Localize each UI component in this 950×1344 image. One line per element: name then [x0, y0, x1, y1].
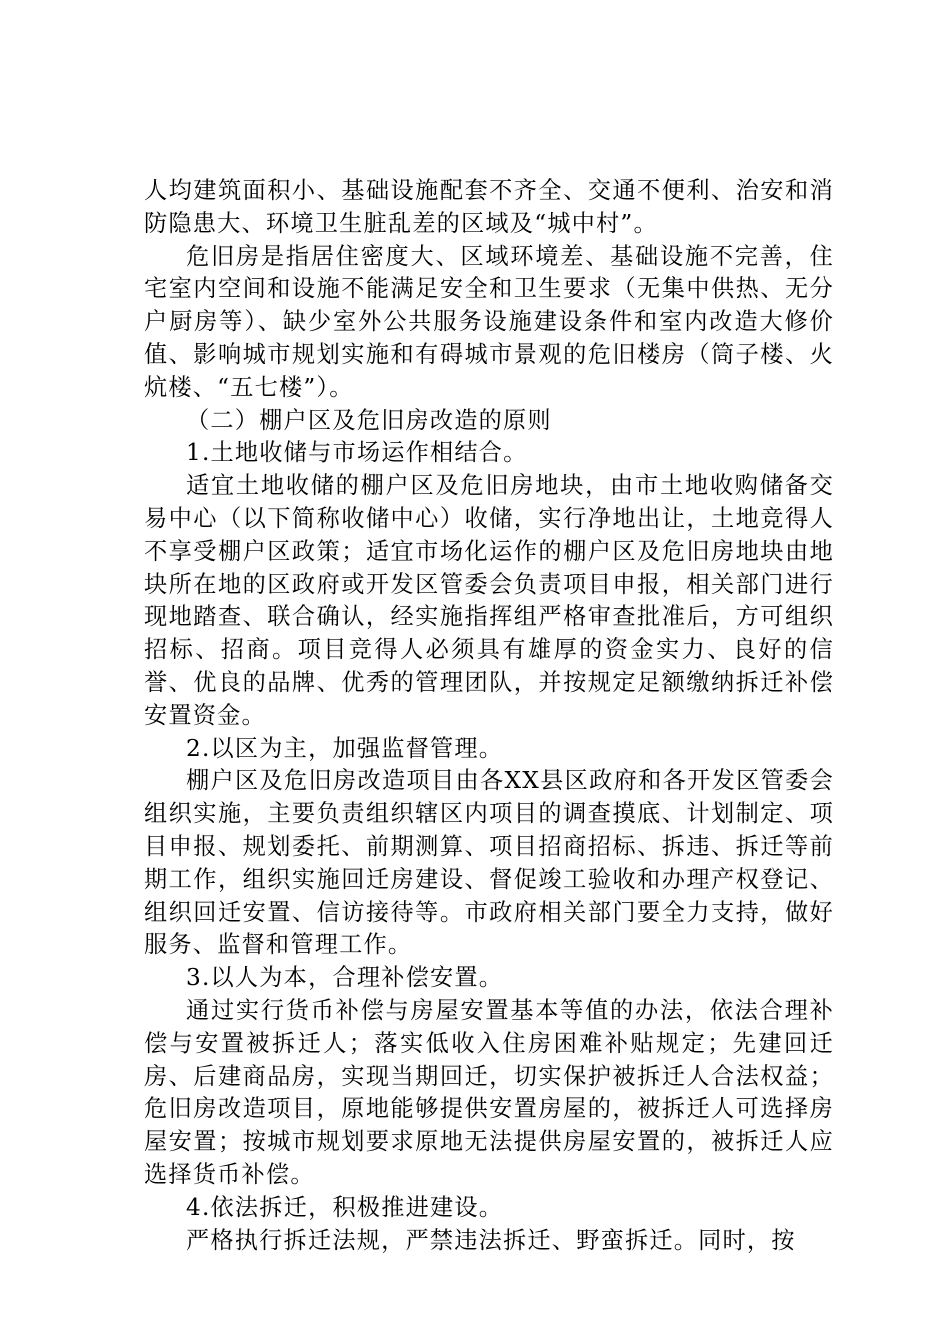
- principle-1-body: 适宜土地收储的棚户区及危旧房地块，由市土地收购储备交易中心（以下简称收储中心）收储，实行净地出让，土地竞得人不享受棚户区政策；适宜市场化运作的棚户区及危旧房地块由地块所在地的区政府或开发区管委会负责项目申报，相关部门进行现地踏查、联合确认，经实施指挥组严格审查批准后，方可组织招标、招商。项目竞得人必须具有雄厚的资金实力、良好的信誉、优良的品牌、优秀的管理团队，并按规定足额缴纳拆迁补偿安置资金。: [144, 472, 834, 729]
- principle-4-heading: 4.依法拆迁，积极推进建设。: [186, 1193, 504, 1221]
- paragraph-dilapidated-housing-definition: 危旧房是指居住密度大、区域环境差、基础设施不完善，住宅室内空间和设施不能满足安全和卫生要求（无集中供热、无分户厨房等）、缺少室外公共服务设施建设条件和室内改造大修价值、影响城市规划实施和有碍城市景观的危旧楼房（筒子楼、火炕楼、“五七楼”）。: [144, 242, 834, 401]
- principle-2-body: 棚户区及危旧房改造项目由各XX县区政府和各开发区管委会组织实施，主要负责组织辖区内项目的调查摸底、计划制定、项目申报、规划委托、前期测算、项目招商招标、拆违、拆迁等前期工作，组织实施回迁房建设、督促竣工验收和办理产权登记、组织回迁安置、信访接待等。市政府相关部门要全力支持，做好服务、监督和管理工作。: [144, 767, 834, 959]
- principle-3-heading: 3.以人为本，合理补偿安置。: [186, 964, 504, 992]
- document-page: [144, 175, 834, 1257]
- principle-1-heading: 1.土地收储与市场运作相结合。: [186, 439, 528, 467]
- paragraph-shantytown-definition-end: 人均建筑面积小、基础设施配套不齐全、交通不便利、治安和消防隐患大、环境卫生脏乱差的区域及“城中村”。: [144, 177, 834, 237]
- section-heading-principles: （二）棚户区及危旧房改造的原则: [186, 406, 552, 434]
- principle-3-body: 通过实行货币补偿与房屋安置基本等值的办法，依法合理补偿与安置被拆迁人；落实低收入住房困难补贴规定；先建回迁房、后建商品房，实现当期回迁，切实保护被拆迁人合法权益；危旧房改造项目，原地能够提供安置房屋的，被拆迁人可选择房屋安置；按城市规划要求原地无法提供房屋安置的，被拆迁人应选择货币补偿。: [144, 996, 834, 1188]
- principle-2-heading: 2.以区为主，加强监督管理。: [186, 734, 504, 762]
- principle-4-body: 严格执行拆迁法规，严禁违法拆迁、野蛮拆迁。同时，按: [186, 1226, 796, 1254]
